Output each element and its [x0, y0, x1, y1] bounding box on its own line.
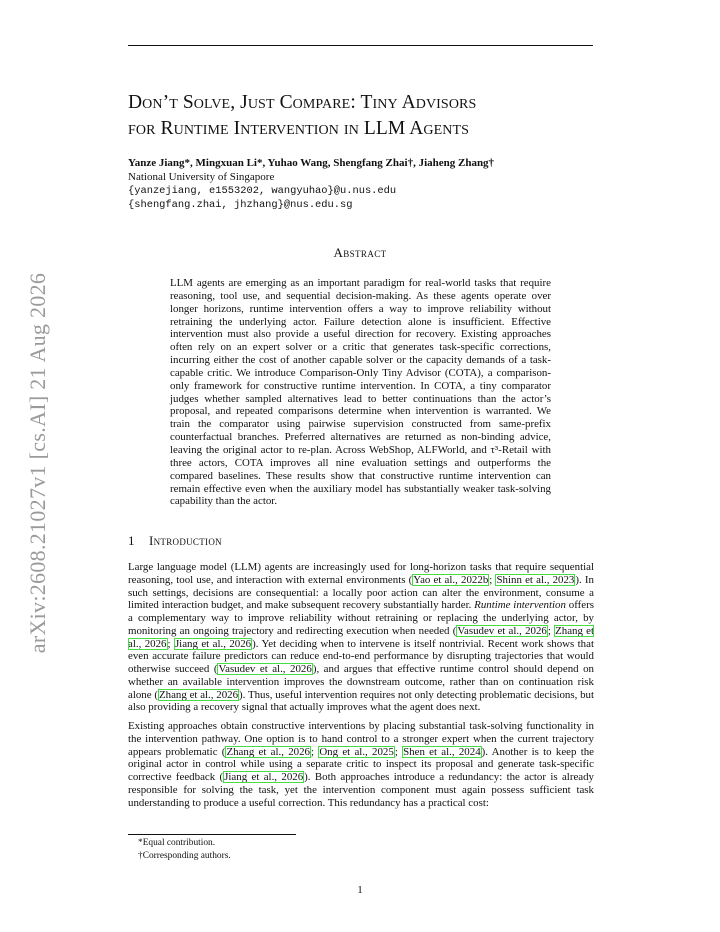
text-run: ). Thus, useful intervention requires not only detecting problematic decisions, but also providing a recovery signal that actually improves what the agent does next. — [128, 688, 595, 714]
text-run: ), and argues that effective runtime control should depend on whether an available intervention improves the downstream outcome, rather than on continuation risk alone ( — [128, 663, 594, 701]
intro-body — [128, 561, 594, 815]
email-line-1[interactable]: {yanzejiang, e1553202, wangyuhao}@u.nus.edu — [128, 185, 397, 197]
text-run: ; — [394, 745, 403, 758]
footnote-equal-contribution: *Equal contribution. — [138, 838, 216, 848]
citation-link[interactable]: Jiang et al., 2026 — [224, 771, 304, 783]
arxiv-identifier: arXiv:2608.21027v1 [cs.AI] 21 Aug 2026 — [25, 272, 50, 653]
text-run: ). Another is to keep the original actor in control while using a separate critic to inspect its proposal and generate task-specific corrective feedback ( — [128, 745, 595, 783]
footnote-rule — [128, 834, 296, 835]
intro-paragraph-1 — [128, 561, 594, 714]
page-number: 1 — [357, 884, 363, 896]
text-run: ; — [547, 624, 555, 637]
abstract-text: LLM agents are emerging as an important paradigm for real-world tasks that require reasoning, tool use, and sequential decision-making. As these agents operate over longer horizons, runtime intervention offers a way to improve reliability without retraining the underlying actor. Failure detection alone is insufficient. Effective intervention must also provide a useful direction for recovery. Existing approaches often rely on an expert solver or a critic that generates task-specific corrections, incurring either the cost of another capable solver or the capacity demands of a task-capable critic. We introduce Comparison-Only Tiny Advisor (COTA), a comparison-only framework for constructive runtime intervention. In COTA, a tiny comparator judges whether sampled alternatives lead to better continuations than the actor’s proposal, and repeated comparisons determine when intervention is warranted. We train the comparator using pairwise supervision constructed from same-prefix counterfactual branches. Preferred alternatives are returned as non-binding advice, leaving the original actor to re-plan. Across WebShop, ALFWorld, and τ³-Retail with three actors, COTA improves all nine evaluation settings and outperforms the compared baselines. These results show that constructive runtime intervention can remain effective even when the auxiliary model has substantially weaker task-solving capability than the actor. — [170, 277, 551, 508]
author-names: Yanze Jiang*, Mingxuan Li*, Yuhao Wang, Shengfang Zhai†, Jiaheng Zhang† — [128, 157, 495, 169]
top-rule — [128, 45, 593, 46]
text-run: ; — [489, 573, 496, 586]
text-run: ). Yet deciding when to intervene is itself nontrivial. Recent work shows that even accurate failure predictors can reduce end-to-end performance by disrupting trajectories that would otherwise succeed ( — [128, 637, 594, 675]
author-block — [128, 156, 608, 212]
footnote-corresponding: †Corresponding authors. — [138, 851, 231, 861]
email-line-2[interactable]: {shengfang.zhai, jhzhang}@nus.edu.sg — [128, 199, 353, 211]
text-run: Existing approaches obtain constructive interventions by placing substantial task-solving functionality in the intervention pathway. One option is to hand control to a stronger expert when the current trajectory appears problematic ( — [128, 720, 594, 758]
text-run: ). In such settings, decisions are consequential: a locally poor action can alter the environment, consume a limited interaction budget, and make subsequent recovery substantially harder. — [128, 573, 594, 612]
citation-link[interactable]: Vasudev et al., 2026 — [218, 663, 312, 675]
intro-paragraph-2 — [128, 720, 594, 809]
citation-link[interactable]: Shen et al., 2024 — [403, 745, 481, 758]
citation-link[interactable]: Jiang et al., 2026 — [174, 637, 252, 650]
text-run: Large language model (LLM) agents are increasingly used for long-horizon tasks that require sequential reasoning, tool use, and interaction with external environments ( — [128, 561, 594, 586]
title-line-1: Don’t Solve, Just Compare: Tiny Advisors — [128, 92, 477, 113]
text-run: ; — [167, 637, 174, 650]
abstract-heading: Abstract — [333, 245, 387, 260]
text-run: ). Both approaches introduce a redundancy: the actor is already responsible for solving the task, yet the intervention component must again possess sufficient task understanding to produce a useful correction. This redundancy has a practical cost: — [128, 771, 595, 809]
citation-link[interactable]: Ong et al., 2025 — [319, 745, 394, 758]
citation-link[interactable]: Yao et al., 2022b — [413, 573, 489, 586]
section-heading — [128, 533, 222, 549]
citation-link[interactable]: Shinn et al., 2023 — [496, 573, 575, 586]
affiliation: National University of Singapore — [128, 171, 275, 183]
emphasis-text: Runtime intervention — [474, 599, 566, 612]
citation-link[interactable]: Vasudev et al., 2026 — [457, 624, 547, 637]
text-run: ; — [311, 745, 319, 758]
citation-link[interactable]: Zhang et al., 2026 — [158, 688, 239, 701]
title-line-2: for Runtime Intervention in LLM Agents — [128, 118, 470, 139]
citation-link[interactable]: Zhang et al., 2026 — [128, 624, 595, 650]
text-run: offers a complementary way to improve reliability without retraining or replacing the underlying actor, by monitoring an ongoing trajectory and redirecting execution when needed ( — [128, 599, 594, 637]
citation-link[interactable]: Zhang et al., 2026 — [226, 745, 311, 758]
paper-title — [128, 90, 608, 142]
abstract-body — [170, 277, 551, 508]
section-title: Introduction — [149, 533, 222, 548]
section-number: 1 — [128, 533, 135, 548]
footnotes — [138, 837, 231, 863]
